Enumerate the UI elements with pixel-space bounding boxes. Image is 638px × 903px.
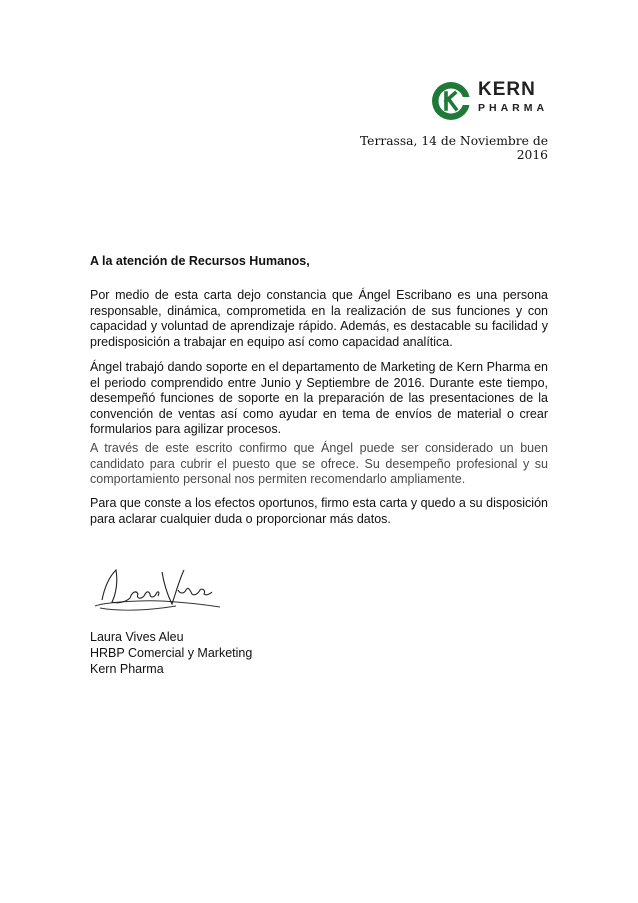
letter-paragraph: Para que conste a los efectos oportunos, firmo esta carta y quedo a su disposición para aclarar cualquier duda o proporcionar más datos. — [90, 496, 548, 526]
signer-title: HRBP Comercial y Marketing — [90, 645, 253, 660]
logo-subname: PHARMA — [478, 102, 549, 114]
logo-name: KERN — [478, 79, 536, 100]
signer-name: Laura Vives Aleu — [90, 630, 184, 644]
letter-paragraph: Por medio de esta carta dejo constancia que Ángel Escribano es una persona responsable, dinámica, comprometida en la realización de sus funciones y con capacidad y voluntad de aprendizaje rápido. Además, es destacable su facilidad y predisposición a trabajar en equipo así como capacidad analítica. — [90, 288, 548, 349]
kern-logo-icon — [430, 80, 472, 122]
letter-greeting: A la atención de Recursos Humanos, — [90, 254, 310, 268]
signature-block — [90, 630, 252, 677]
letter-paragraph: Ángel trabajó dando soporte en el departamento de Marketing de Kern Pharma en el periodo comprendido entre Junio y Septiembre de 2016. Durante este tiempo, desempeñó funciones de soporte en la preparación de las presentaciones de la convención de ventas así como ayudar en tema de envíos de material o crear formularios para agilizar procesos. — [90, 360, 548, 437]
signer-company: Kern Pharma — [90, 661, 164, 676]
handwritten-signature — [92, 560, 222, 620]
company-logo — [430, 80, 550, 120]
letter-date: Terrassa, 14 de Noviembre de 2016 — [359, 134, 548, 162]
letter-paragraph: A través de este escrito confirmo que Ángel puede ser considerado un buen candidato para cubrir el puesto que se ofrece. Su desempeño profesional y su comportamiento personal nos permiten recomendarlo ampliamente. — [90, 441, 548, 487]
